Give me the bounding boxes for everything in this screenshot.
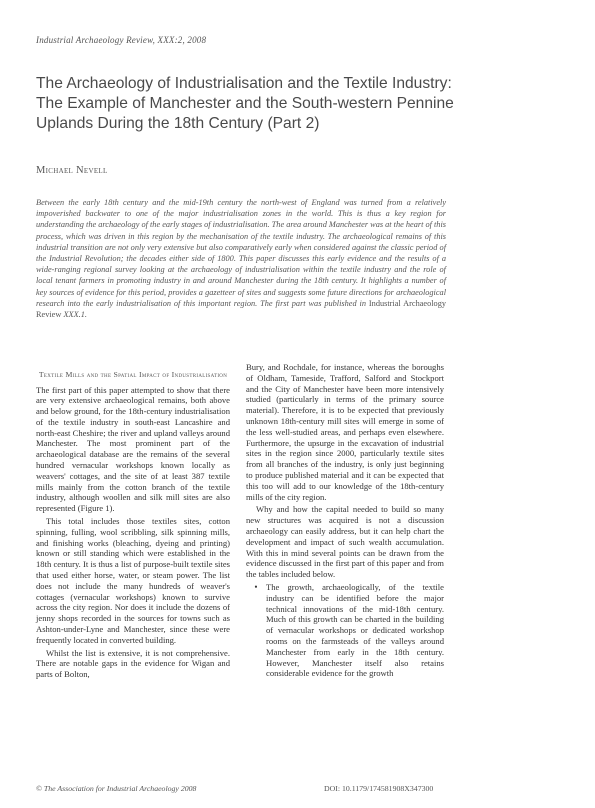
left-column [36,362,230,682]
paragraph: This total includes those textiles sites, cotton spinning, fulling, wool scribbling, silk spinning mills, and finishing works (bleaching, dyeing and printing) known or still standing which were established in the 18th century. It is thus a list of purpose-built textile sites that used either horse, water, or steam power. The list does not include the many hundreds of weaver's cottages (vernacular workshops) known to survive across the city region. Nor does it include the dozens of jenny shops recorded in the sources for towns such as Ashton-under-Lyne and Manchester, since these were frequently located in converted building. [36,516,230,645]
paragraph: Whilst the list is extensive, it is not comprehensive. There are notable gaps in the evidence for Wigan and parts of Bolton, [36,647,230,680]
section-heading: Textile Mills and the Spatial Impact of Industrialisation [38,370,228,379]
author-name: Michael Nevell [36,165,108,176]
paragraph: Why and how the capital needed to build so many new structures was acquired is not a discussion archaeology can easily address, but it can help chart the development and impact of such wealth accumulation. With this in mind several points can be drawn from the evidence discussed in the first part of this paper and from the tables included below. [246,504,444,580]
bullet-text: The growth, archaeologically, of the textile industry can be identified before the major technical innovations of the mid-18th century. Much of this growth can be charted in the building of vernacular workshops or dedicated workshop rooms on the farmsteads of the valleys around Manchester from early in the 18th century. However, Manchester itself also retains considerable evidence for the growth [266,581,444,679]
footer-copyright: © The Association for Industrial Archaeology 2008 [36,784,197,793]
paragraph: The first part of this paper attempted to show that there are very extensive archaeological remains, both above and below ground, for the 18th-century industrialisation of the textile industry in south-east Lancashire and north-east Cheshire; the river and upland valleys around Manchester. The most prominent part of the archaeological database are the remains of the several hundred vernacular workshops known locally as weavers' cottages, and the site of at least 387 textile mills mainly from the cotton branch of the textile industry, although woollen and silk mill sites are also represented (Figure 1). [36,384,230,514]
abstract-volume: XXX.1. [63,310,87,320]
article-title: The Archaeology of Industrialisation and the Textile Industry: The Example of Manchester and the South-western Pennine Uplands During the 18th Century (Part 2) [36,75,454,132]
bullet-list-item [246,582,444,681]
running-head: Industrial Archaeology Review, XXX:2, 2008 [36,35,207,45]
abstract-journal-name: Industrial Archaeology Review [36,298,447,320]
right-column [246,362,444,681]
bullet-icon: • [254,581,258,592]
footer-doi: DOI: 10.1179/174581908X347300 [324,784,434,793]
paragraph: Bury, and Rochdale, for instance, whereas the boroughs of Oldham, Tameside, Trafford, Salford and Stockport and the City of Manchester have been more intensively studied (particularly in terms of the primary source material). Therefore, it is to be expected that previously unknown 18th-century mill sites will emerge in some of the less well-studied areas, and perhaps even elsewhere. Furthermore, the upsurge in the excavation of industrial sites in the region since 2000, particularly textile sites from all branches of the industry, is only just beginning to produce published material and it can be expected that this too will add to our knowledge of the 18th-century mills of the city region. [246,362,444,502]
abstract [36,197,446,320]
abstract-body: Between the early 18th century and the mid-19th century the north-west of England was turned from a relatively impoverished backwater to one of the major industrialisation zones in the world. This is thus a key region for understanding the archaeology of the early stages of industrialisation. The area around Manchester was at the heart of this process, which was driven in this region by the mechanisation of the textile industry. The archaeological remains of this industrial transition are not only very extensive but also comparatively early when considered against the classic period of the Industrial Revolution; the decades either side of 1800. This paper discusses this early evidence and the results of a wide-ranging regional survey looking at the archaeology of industrialisation within the textile industry and the role of local tenant farmers in promoting industry in and around Manchester during the 18th century. It highlights a number of key sources of evidence for this period, provides a gazetteer of sites and suggests some future directions for archaeological research into the early industrialisation of this important region. The first part was published in [36,198,446,308]
